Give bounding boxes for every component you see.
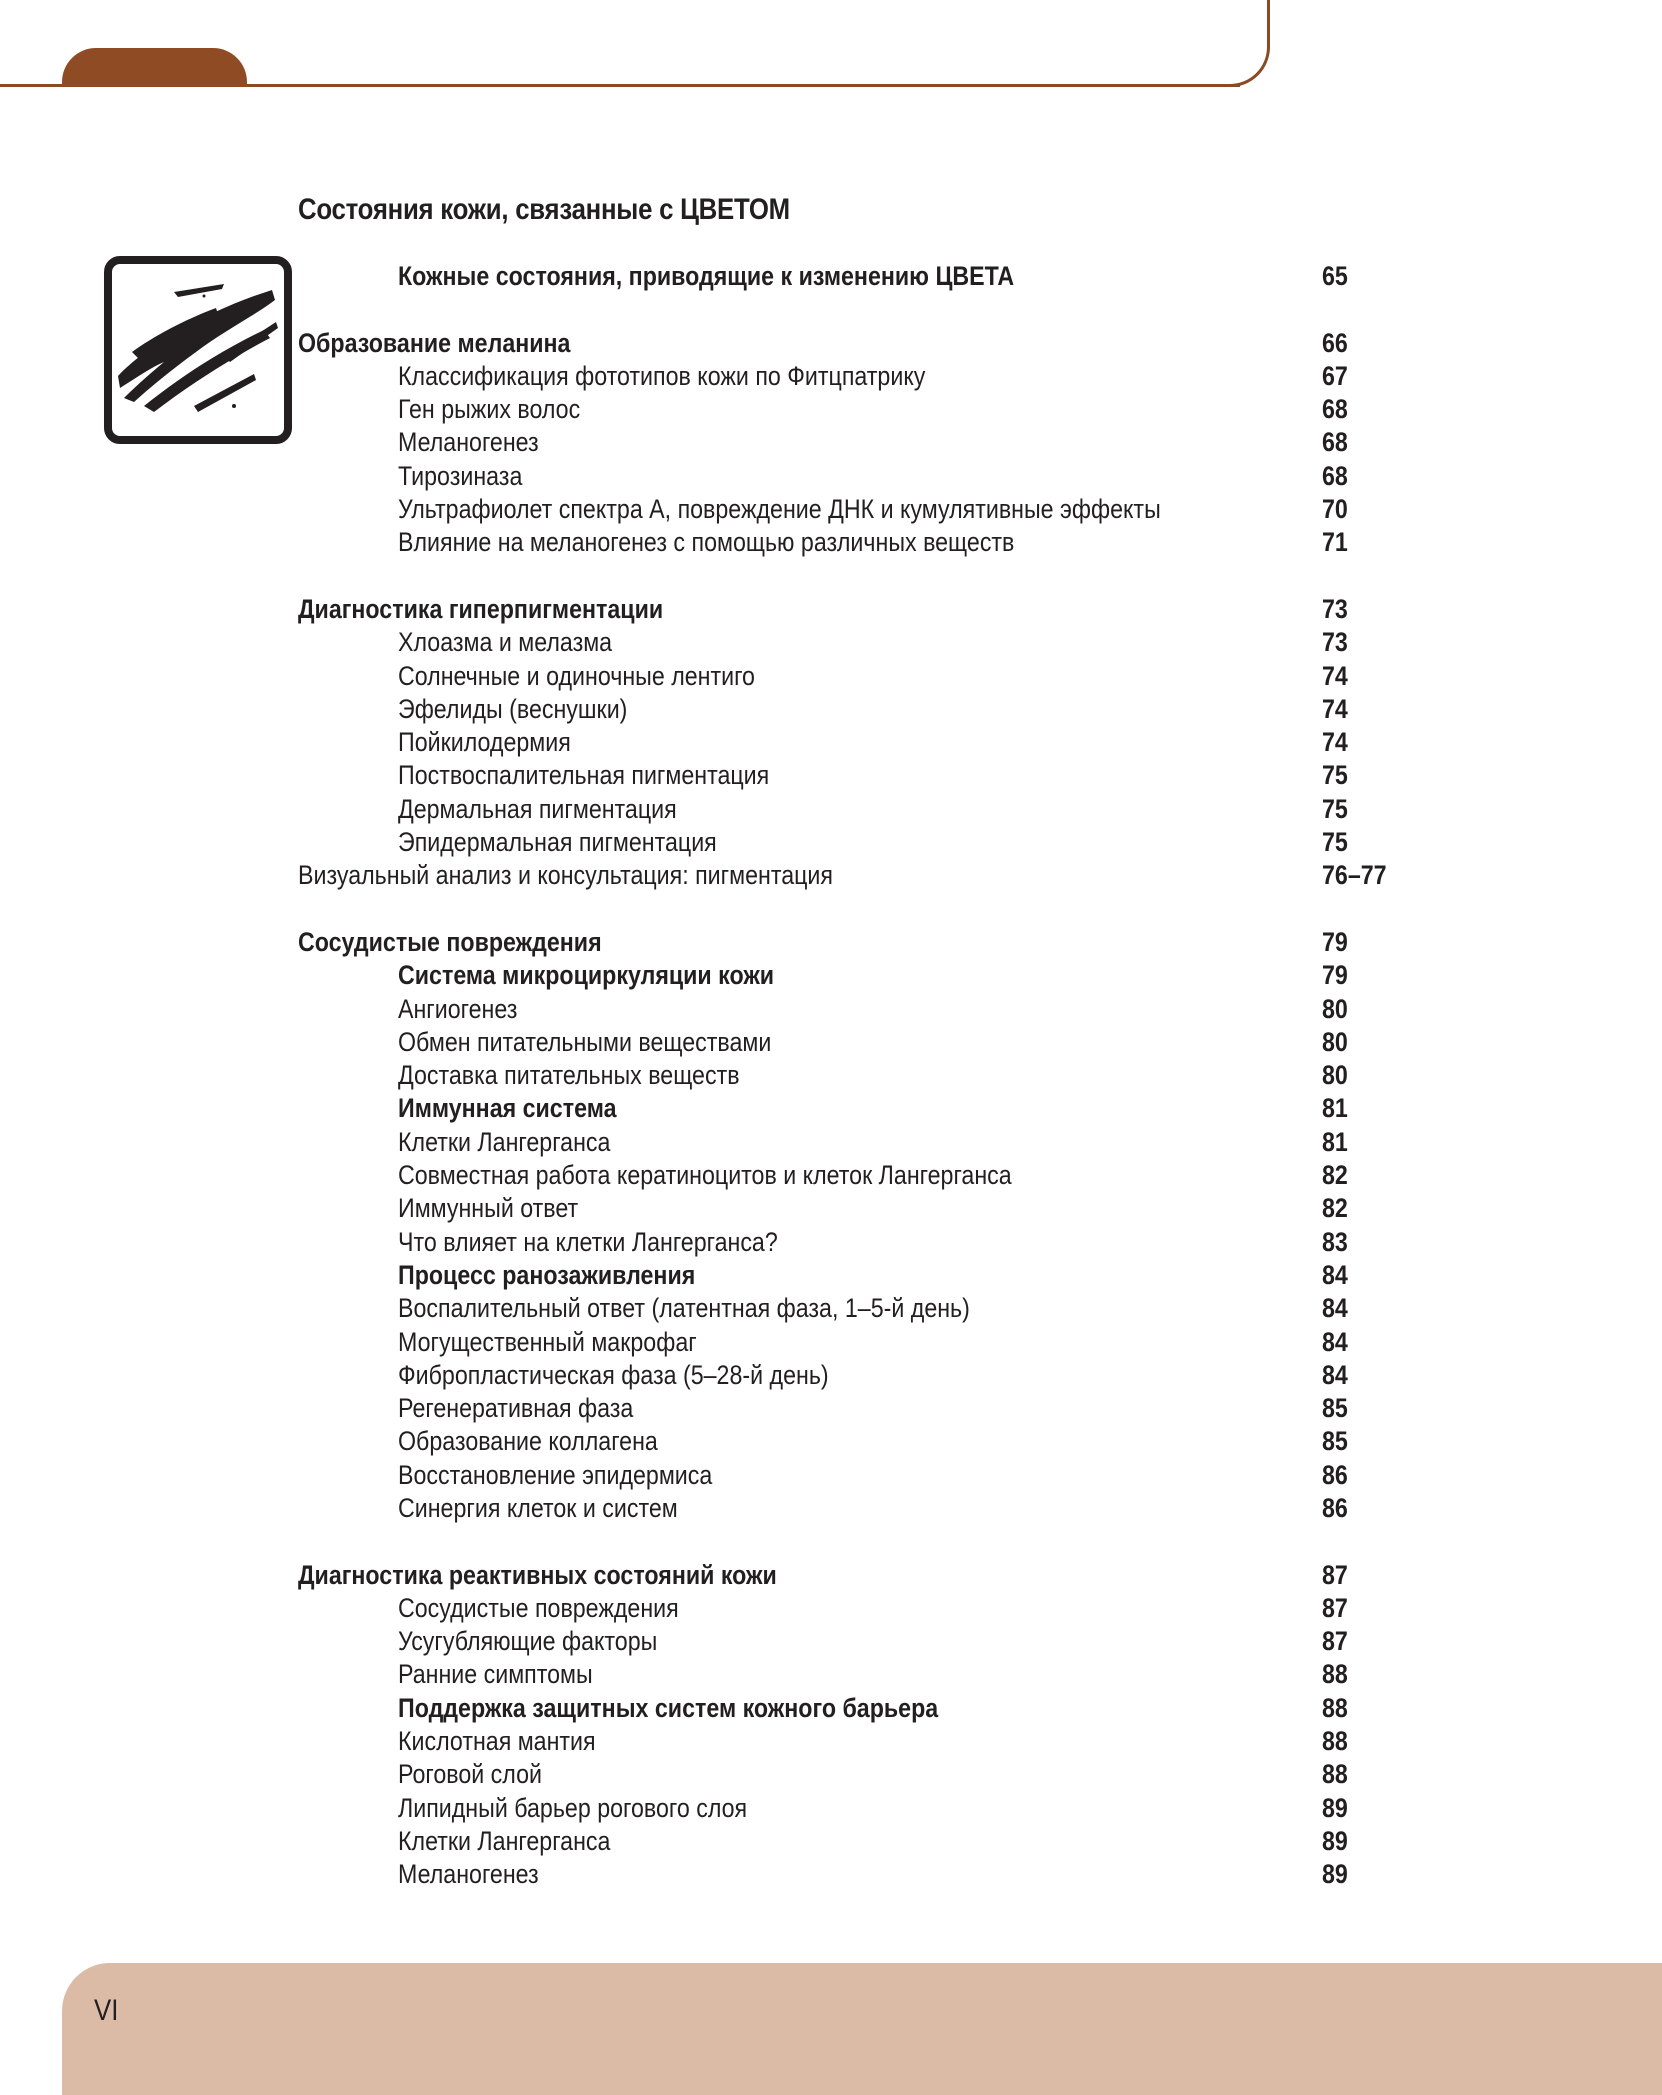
toc-entry-page: 85 xyxy=(1322,1393,1348,1424)
toc-entry xyxy=(0,260,1662,293)
toc-entry-page: 88 xyxy=(1322,1726,1348,1757)
toc-entry-page: 70 xyxy=(1322,494,1348,525)
toc-entry xyxy=(0,626,1662,659)
toc-entry-page: 89 xyxy=(1322,1792,1348,1823)
toc-entry-page: 87 xyxy=(1322,1626,1348,1657)
toc-entry xyxy=(0,1126,1662,1159)
toc-entry xyxy=(0,1026,1662,1059)
toc-entry-page: 84 xyxy=(1322,1259,1348,1290)
toc-entry-title: Поствоспалительная пигментация xyxy=(398,760,770,791)
toc-entry xyxy=(0,793,1662,826)
toc-entry-page: 84 xyxy=(1322,1326,1348,1357)
toc-entry xyxy=(0,360,1662,393)
toc-entry-page: 73 xyxy=(1322,627,1348,658)
toc-entry-page: 88 xyxy=(1322,1692,1348,1723)
toc-entry-title: Пойкилодермия xyxy=(398,727,571,758)
table-of-contents xyxy=(0,260,1662,1892)
toc-entry-page: 65 xyxy=(1322,261,1348,291)
toc-entry-title: Усугубляющие факторы xyxy=(398,1626,658,1657)
toc-entry-title: Образование коллагена xyxy=(398,1426,658,1457)
toc-entry xyxy=(0,1392,1662,1425)
toc-entry-title: Ангиогенез xyxy=(398,993,518,1024)
toc-entry-title: Ранние симптомы xyxy=(398,1659,593,1690)
toc-entry xyxy=(0,1658,1662,1691)
toc-entry xyxy=(0,1092,1662,1125)
toc-entry xyxy=(0,493,1662,526)
toc-entry-page: 87 xyxy=(1322,1559,1348,1590)
toc-entry xyxy=(0,1259,1662,1292)
toc-entry xyxy=(0,426,1662,459)
toc-entry-page: 80 xyxy=(1322,993,1348,1024)
toc-entry-title: Диагностика реактивных состояний кожи xyxy=(298,1559,777,1590)
toc-entry-title: Доставка питательных веществ xyxy=(398,1060,740,1091)
toc-entry-title: Могущественный макрофаг xyxy=(398,1326,697,1357)
toc-entry-page: 73 xyxy=(1322,593,1348,624)
toc-entry-page: 74 xyxy=(1322,693,1348,724)
toc-entry xyxy=(0,726,1662,759)
toc-entry xyxy=(0,826,1662,859)
toc-entry-page: 81 xyxy=(1322,1093,1348,1124)
toc-entry-page: 84 xyxy=(1322,1293,1348,1324)
toc-entry-title: Солнечные и одиночные лентиго xyxy=(398,660,755,691)
toc-entry-title: Синергия клеток и систем xyxy=(398,1492,678,1523)
toc-entry xyxy=(0,393,1662,426)
toc-entry-title: Ген рыжих волос xyxy=(398,394,581,425)
toc-entry-page: 75 xyxy=(1322,760,1348,791)
toc-entry xyxy=(0,460,1662,493)
toc-entry-title: Эпидермальная пигментация xyxy=(398,827,717,858)
toc-entry xyxy=(0,1559,1662,1592)
toc-entry xyxy=(0,1492,1662,1525)
toc-entry-title: Клетки Лангерганса xyxy=(398,1825,611,1856)
toc-entry-title: Совместная работа кератиноцитов и клеток Лангерганса xyxy=(398,1160,1012,1191)
toc-entry-title: Процесс ранозаживления xyxy=(398,1259,696,1290)
toc-entry xyxy=(0,1625,1662,1658)
toc-entry xyxy=(0,660,1662,693)
toc-entry-title: Классификация фототипов кожи по Фитцпатрику xyxy=(398,360,926,391)
toc-entry-page: 79 xyxy=(1322,960,1348,991)
toc-entry xyxy=(0,1326,1662,1359)
toc-entry-title: Клетки Лангерганса xyxy=(398,1126,611,1157)
toc-entry xyxy=(0,1159,1662,1192)
toc-entry-title: Дермальная пигментация xyxy=(398,793,677,824)
toc-entry-page: 76–77 xyxy=(1322,860,1387,891)
toc-entry-page: 86 xyxy=(1322,1459,1348,1490)
toc-entry-page: 68 xyxy=(1322,427,1348,458)
toc-entry-page: 89 xyxy=(1322,1859,1348,1890)
toc-entry-title: Ультрафиолет спектра А, повреждение ДНК и кумулятивные эффекты xyxy=(398,494,1161,525)
toc-entry xyxy=(0,1059,1662,1092)
header-tab xyxy=(62,48,247,86)
toc-entry-page: 82 xyxy=(1322,1193,1348,1224)
toc-entry-title: Поддержка защитных систем кожного барьера xyxy=(398,1692,939,1723)
toc-entry-title: Иммунная система xyxy=(398,1093,617,1124)
toc-entry xyxy=(0,526,1662,559)
toc-entry-title: Сосудистые повреждения xyxy=(398,1592,679,1623)
toc-entry-page: 84 xyxy=(1322,1359,1348,1390)
toc-entry-page: 80 xyxy=(1322,1026,1348,1057)
toc-entry xyxy=(0,327,1662,360)
toc-entry xyxy=(0,1792,1662,1825)
toc-entry-page: 82 xyxy=(1322,1160,1348,1191)
toc-entry xyxy=(0,1359,1662,1392)
header-frame-corner xyxy=(1180,0,1270,87)
toc-entry-page: 66 xyxy=(1322,327,1348,358)
toc-entry xyxy=(0,1692,1662,1725)
toc-entry xyxy=(0,1858,1662,1891)
toc-entry xyxy=(0,959,1662,992)
toc-entry xyxy=(0,926,1662,959)
toc-entry-title: Визуальный анализ и консультация: пигментация xyxy=(298,860,833,891)
toc-entry-title: Восстановление эпидермиса xyxy=(398,1459,713,1490)
toc-entry-title: Кожные состояния, приводящие к изменению ЦВЕТА xyxy=(398,261,1015,291)
toc-entry xyxy=(0,593,1662,626)
toc-entry-title: Фибропластическая фаза (5–28-й день) xyxy=(398,1359,829,1390)
toc-entry-page: 71 xyxy=(1322,527,1348,558)
toc-entry-title: Что влияет на клетки Лангерганса? xyxy=(398,1226,778,1257)
toc-entry-title: Роговой слой xyxy=(398,1759,542,1790)
toc-entry xyxy=(0,1192,1662,1225)
toc-entry-page: 88 xyxy=(1322,1659,1348,1690)
toc-entry-title: Меланогенез xyxy=(398,1859,539,1890)
toc-entry-title: Воспалительный ответ (латентная фаза, 1–5-й день) xyxy=(398,1293,970,1324)
toc-entry xyxy=(0,1292,1662,1325)
toc-entry xyxy=(0,1592,1662,1625)
toc-entry xyxy=(0,859,1662,892)
toc-entry-page: 86 xyxy=(1322,1492,1348,1523)
toc-entry xyxy=(0,1226,1662,1259)
toc-entry-page: 74 xyxy=(1322,660,1348,691)
toc-entry-page: 88 xyxy=(1322,1759,1348,1790)
toc-entry-page: 67 xyxy=(1322,360,1348,391)
toc-entry xyxy=(0,759,1662,792)
toc-entry-page: 74 xyxy=(1322,727,1348,758)
toc-entry xyxy=(0,693,1662,726)
toc-entry-page: 75 xyxy=(1322,793,1348,824)
toc-entry-title: Регенеративная фаза xyxy=(398,1393,634,1424)
toc-entry-page: 87 xyxy=(1322,1592,1348,1623)
toc-entry-title: Сосудистые повреждения xyxy=(298,926,602,957)
toc-entry-title: Хлоазма и мелазма xyxy=(398,627,613,658)
toc-entry-page: 75 xyxy=(1322,827,1348,858)
toc-entry-page: 79 xyxy=(1322,926,1348,957)
toc-entry-title: Липидный барьер рогового слоя xyxy=(398,1792,748,1823)
footer-band xyxy=(62,1963,1662,2095)
toc-entry-title: Влияние на меланогенез с помощью различных веществ xyxy=(398,527,1015,558)
toc-entry-page: 89 xyxy=(1322,1825,1348,1856)
toc-entry-title: Иммунный ответ xyxy=(398,1193,579,1224)
toc-entry xyxy=(0,1825,1662,1858)
toc-entry xyxy=(0,1425,1662,1458)
toc-entry-title: Система микроциркуляции кожи xyxy=(398,960,775,991)
toc-entry-title: Диагностика гиперпигментации xyxy=(298,593,664,624)
toc-entry xyxy=(0,1758,1662,1791)
toc-entry-page: 68 xyxy=(1322,394,1348,425)
toc-entry-page: 81 xyxy=(1322,1126,1348,1157)
toc-entry-title: Тирозиназа xyxy=(398,460,523,491)
section-title: Состояния кожи, связанные с ЦВЕТОМ xyxy=(298,193,790,226)
toc-entry-title: Эфелиды (веснушки) xyxy=(398,693,628,724)
toc-entry-page: 83 xyxy=(1322,1226,1348,1257)
toc-entry-title: Обмен питательными веществами xyxy=(398,1026,772,1057)
toc-entry-title: Кислотная мантия xyxy=(398,1726,596,1757)
toc-entry-page: 68 xyxy=(1322,460,1348,491)
toc-entry-title: Образование меланина xyxy=(298,327,571,358)
toc-entry xyxy=(0,1459,1662,1492)
toc-entry-title: Меланогенез xyxy=(398,427,539,458)
toc-entry-page: 80 xyxy=(1322,1060,1348,1091)
page-number: VI xyxy=(94,1994,119,2027)
toc-entry-page: 85 xyxy=(1322,1426,1348,1457)
toc-entry xyxy=(0,993,1662,1026)
toc-entry xyxy=(0,1725,1662,1758)
